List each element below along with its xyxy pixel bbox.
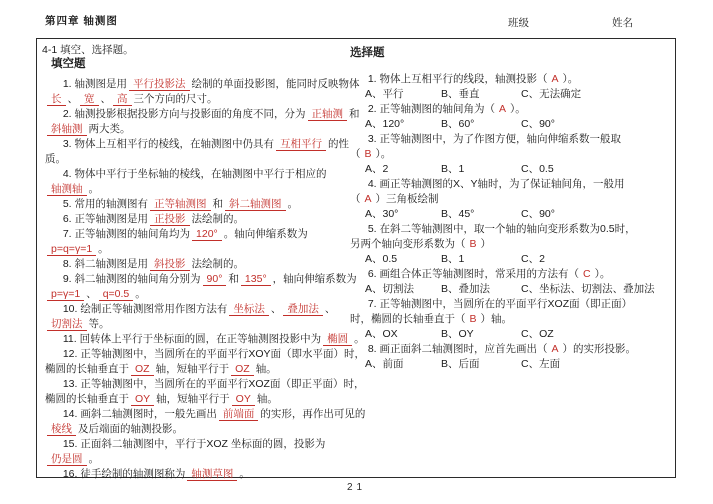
question-text: ）轴。 bbox=[480, 313, 513, 325]
question-text: 。 bbox=[239, 468, 250, 480]
choice-option: A、0.5 bbox=[365, 253, 398, 265]
fill-in-question bbox=[45, 407, 367, 437]
answer-blank: 135° bbox=[241, 273, 271, 286]
choice-question-stem bbox=[350, 342, 642, 357]
question-text: 4. 画正等轴测图的X、Y轴时，为了保证轴间角，一般用（ bbox=[350, 178, 625, 205]
choice-options-row bbox=[350, 117, 642, 132]
question-text: 法绘制的。 bbox=[191, 258, 245, 270]
question-text: 3. 正等轴测图中，为了作图方便，轴向伸缩系数一般取（ bbox=[350, 133, 622, 160]
answer-blank: 椭圆 bbox=[323, 333, 352, 346]
choice-section bbox=[350, 46, 655, 372]
answer-blank: 正等轴测图 bbox=[150, 198, 211, 211]
question-text: 绘制的单面投影图，能同时反映物体 bbox=[191, 78, 360, 90]
choice-question-stem bbox=[350, 177, 642, 207]
question-text: 法绘制的。 bbox=[191, 213, 245, 225]
question-text: 等。 bbox=[88, 318, 110, 330]
question-text: 10. 绘制正等轴测图常用作图方法有 bbox=[62, 303, 228, 315]
question-text: 6. 画组合体正等轴测图时，常采用的方法有（ bbox=[367, 268, 580, 280]
answer-blank: q=0.5 bbox=[99, 288, 134, 301]
question-text: 和 bbox=[349, 108, 360, 120]
choice-option: A、2 bbox=[365, 163, 389, 175]
answer-blank: 切割法 bbox=[47, 318, 87, 331]
page-number: 21 bbox=[346, 482, 367, 493]
fill-in-question bbox=[45, 212, 367, 227]
choice-question-stem bbox=[350, 102, 642, 117]
class-label: 班级 bbox=[508, 17, 529, 29]
choice-option: C、OZ bbox=[521, 328, 554, 340]
choice-option: B、OY bbox=[441, 328, 474, 340]
choice-option: C、90° bbox=[521, 118, 555, 130]
answer-blank: OZ bbox=[131, 363, 154, 376]
fill-in-question bbox=[45, 227, 367, 257]
choice-option: A、平行 bbox=[365, 88, 404, 100]
answer-blank: 叠加法 bbox=[283, 303, 323, 316]
question-text: 、 bbox=[324, 303, 336, 315]
answer-blank: 平行投影法 bbox=[129, 78, 190, 91]
fill-in-question bbox=[45, 107, 367, 137]
answer-blank: p=q=γ=1 bbox=[47, 243, 96, 256]
question-text: 。 bbox=[354, 333, 365, 345]
question-text: 。 bbox=[88, 453, 99, 465]
answer-letter: A bbox=[364, 193, 372, 205]
question-text: 7. 正等轴测图的轴间角均为 bbox=[62, 228, 191, 240]
choice-option: C、90° bbox=[521, 208, 555, 220]
choice-options-row bbox=[350, 357, 642, 372]
question-text: 的实形，再作出可见的 bbox=[260, 408, 366, 420]
fill-in-question bbox=[45, 332, 367, 347]
name-label: 姓名 bbox=[612, 17, 633, 29]
answer-blank: 正轴测 bbox=[308, 108, 348, 121]
answer-blank: 互相平行 bbox=[276, 138, 326, 151]
choice-option: B、1 bbox=[441, 253, 465, 265]
choice-options-row bbox=[350, 207, 642, 222]
question-text: 。轴向伸缩系数为 bbox=[223, 228, 308, 240]
fill-in-question bbox=[45, 137, 367, 167]
fill-in-question bbox=[45, 197, 367, 212]
question-text: ）。 bbox=[562, 73, 579, 85]
question-text: 3. 物体上互相平行的棱线，在轴测图中仍具有 bbox=[62, 138, 275, 150]
question-text: 。 bbox=[98, 243, 109, 255]
question-text: 的性质。 bbox=[45, 138, 350, 165]
choice-option: B、60° bbox=[441, 118, 475, 130]
answer-letter: B bbox=[469, 313, 477, 325]
question-text: 和 bbox=[228, 273, 239, 285]
question-text: 7. 正等轴测图中，当圆所在的平面平行XOZ面（即正面）时，椭圆的长轴垂直于（ bbox=[350, 298, 633, 325]
answer-blank: 前端面 bbox=[219, 408, 259, 421]
question-text: 和 bbox=[212, 198, 224, 210]
question-text: 轴。 bbox=[256, 393, 278, 405]
answer-blank: 宽 bbox=[80, 93, 99, 106]
answer-blank: 棱线 bbox=[47, 423, 76, 436]
question-text: ，轴向伸缩系数为 bbox=[272, 273, 357, 285]
fill-in-question-list bbox=[45, 77, 367, 482]
choice-option: C、坐标法、切割法、叠加法 bbox=[521, 283, 655, 295]
choice-options-row bbox=[350, 87, 642, 102]
fill-in-question bbox=[45, 377, 367, 407]
question-text: ）的实形投影。 bbox=[562, 343, 637, 355]
question-text: 8. 画正面斜二轴测图时，应首先画出（ bbox=[367, 343, 548, 355]
question-text: 两大类。 bbox=[88, 123, 131, 135]
section-title: 4-1 填空、选择题。 bbox=[42, 44, 134, 56]
question-text: 8. 斜二轴测图是用 bbox=[62, 258, 149, 270]
choice-option: C、无法确定 bbox=[521, 88, 582, 100]
question-text: 9. 斜二轴测图的轴间角分别为 bbox=[62, 273, 201, 285]
fill-in-question bbox=[45, 467, 367, 482]
answer-letter: A bbox=[551, 73, 559, 85]
question-text: 1. 物体上互相平行的线段，轴测投影（ bbox=[367, 73, 548, 85]
choice-option: A、OX bbox=[365, 328, 398, 340]
choice-option: C、左面 bbox=[521, 358, 561, 370]
question-text: 5. 常用的轴测图有 bbox=[62, 198, 149, 210]
question-text: 轴，短轴平行于 bbox=[155, 363, 230, 375]
question-text: 轴。 bbox=[255, 363, 277, 375]
choice-options-row bbox=[350, 162, 642, 177]
question-text: 12. 正等轴测图中，当圆所在的平面平行XOY面（即水平面）时，椭圆的长轴垂直于 bbox=[45, 348, 366, 375]
answer-blank: OY bbox=[232, 393, 255, 406]
choice-heading: 选择题 bbox=[350, 47, 385, 59]
choice-option: B、45° bbox=[441, 208, 475, 220]
fill-in-question bbox=[45, 167, 367, 197]
fill-in-question bbox=[45, 272, 367, 302]
question-text: 。 bbox=[287, 198, 299, 210]
fill-in-question bbox=[45, 77, 367, 107]
question-text: ）。 bbox=[375, 148, 392, 160]
choice-option: A、切割法 bbox=[365, 283, 415, 295]
question-text: 14. 画斜二轴测图时，一般先画出 bbox=[62, 408, 217, 420]
question-text: ）。 bbox=[510, 103, 526, 115]
choice-option: A、前面 bbox=[365, 358, 404, 370]
choice-question-stem bbox=[350, 267, 642, 282]
answer-blank: 轴测草图 bbox=[187, 468, 237, 481]
choice-options-row bbox=[350, 252, 642, 267]
answer-blank: 坐标法 bbox=[229, 303, 269, 316]
fill-in-section bbox=[45, 57, 367, 482]
answer-letter: A bbox=[551, 343, 559, 355]
question-text: 11. 回转体上平行于坐标面的圆，在正等轴测图投影中为 bbox=[62, 333, 322, 345]
question-text: 、 bbox=[67, 93, 78, 105]
question-text: 2. 轴测投影根据投影方向与投影面的角度不同，分为 bbox=[62, 108, 306, 120]
fill-in-question bbox=[45, 437, 367, 467]
question-text: 6. 正等轴测图是用 bbox=[62, 213, 149, 225]
choice-options-row bbox=[350, 282, 655, 297]
choice-option: B、1 bbox=[441, 163, 465, 175]
answer-blank: 高 bbox=[113, 93, 132, 106]
choice-option: B、后面 bbox=[441, 358, 480, 370]
question-text: 1. 轴测图是用 bbox=[62, 78, 128, 90]
choice-option: A、30° bbox=[365, 208, 399, 220]
answer-blank: 斜投影 bbox=[150, 258, 190, 271]
answer-letter: C bbox=[583, 268, 591, 280]
question-text: 及后端面的轴测投影。 bbox=[78, 423, 183, 435]
answer-blank: 轴测轴 bbox=[47, 183, 87, 196]
answer-letter: B bbox=[364, 148, 372, 160]
question-text: 16. 徒手绘制的轴测图称为 bbox=[62, 468, 186, 480]
question-text: 、 bbox=[86, 288, 97, 300]
choice-question-stem bbox=[350, 222, 642, 252]
question-text: ） bbox=[480, 238, 492, 250]
answer-blank: 90° bbox=[203, 273, 227, 286]
choice-option: B、垂直 bbox=[441, 88, 480, 100]
choice-options-row bbox=[350, 327, 642, 342]
question-text: 4. 物体中平行于坐标轴的棱线，在轴测图中平行于相应的 bbox=[62, 168, 327, 180]
fill-in-heading: 填空题 bbox=[51, 58, 86, 70]
choice-option: B、叠加法 bbox=[441, 283, 491, 295]
chapter-title: 第四章 轴测图 bbox=[45, 15, 118, 27]
choice-question-stem bbox=[350, 297, 642, 327]
choice-question-stem bbox=[350, 72, 642, 87]
question-text: 三个方向的尺寸。 bbox=[133, 93, 218, 105]
answer-blank: 斜轴测 bbox=[47, 123, 87, 136]
fill-in-question bbox=[45, 257, 367, 272]
answer-letter: A bbox=[499, 103, 507, 115]
choice-option: A、120° bbox=[365, 118, 405, 130]
question-text: 15. 正面斜二轴测图中，平行于XOZ 坐标面的圆，投影为 bbox=[62, 438, 326, 450]
question-text: 。 bbox=[135, 288, 146, 300]
choice-question-stem bbox=[350, 132, 642, 162]
question-text: 、 bbox=[270, 303, 282, 315]
question-text: ）。 bbox=[594, 268, 611, 280]
answer-blank: 长 bbox=[47, 93, 66, 106]
question-text: 。 bbox=[88, 183, 99, 195]
question-text: 轴，短轴平行于 bbox=[156, 393, 230, 405]
fill-in-question bbox=[45, 302, 367, 332]
question-text: 5. 在斜二等轴测图中，取一个轴的轴向变形系数为0.5时，另两个轴向变形系数为（ bbox=[350, 223, 636, 250]
question-text: 13. 正等轴测图中，当圆所在的平面平行XOZ面（即正平面）时，椭圆的长轴垂直于 bbox=[45, 378, 365, 405]
choice-question-list bbox=[350, 72, 655, 372]
choice-option: C、0.5 bbox=[521, 163, 554, 175]
answer-blank: p=γ=1 bbox=[47, 288, 84, 301]
question-text: ）三角板绘制 bbox=[375, 193, 439, 205]
question-text: 2. 正等轴测图的轴间角为（ bbox=[367, 103, 496, 115]
answer-blank: 120° bbox=[192, 228, 222, 241]
choice-option: C、2 bbox=[521, 253, 545, 265]
fill-in-question bbox=[45, 347, 367, 377]
answer-blank: 斜二轴测图 bbox=[225, 198, 286, 211]
answer-blank: OZ bbox=[231, 363, 254, 376]
answer-blank: 正投影 bbox=[150, 213, 190, 226]
answer-blank: 仍是圆 bbox=[47, 453, 87, 466]
answer-letter: B bbox=[469, 238, 477, 250]
question-text: 、 bbox=[100, 93, 111, 105]
answer-blank: OY bbox=[131, 393, 154, 406]
